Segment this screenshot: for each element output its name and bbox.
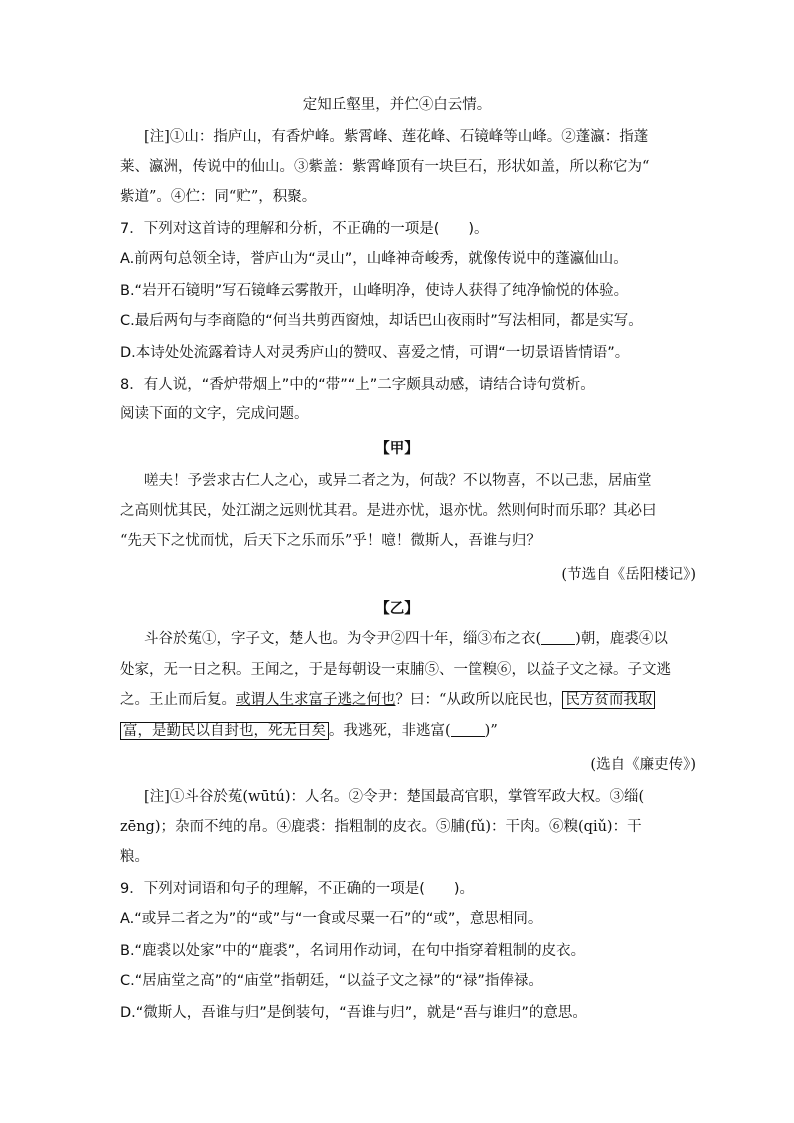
question-9-stem: 9．下列对词语和句子的理解，不正确的一项是( )。	[120, 881, 475, 897]
boxed-sentence-end: 富，是勤民以自封也，死无日矣	[120, 722, 329, 740]
passage-note-line-3: 粮。	[120, 849, 149, 865]
passage-yi-line-4	[120, 720, 700, 742]
passage-jia-line-2: 之高则忧其民，处江湖之远则忧其君。是进亦忧，退亦忧。然则何时而乐耶？其必曰	[120, 503, 657, 519]
boxed-sentence-start: 民方贫而我取	[562, 691, 655, 709]
passage-jia-line-3: “先天下之忧而忧，后天下之乐而乐”乎！噫！微斯人，吾谁与归？	[120, 533, 541, 549]
answer-blank-2[interactable]	[451, 721, 485, 737]
passage-yi-heading: 【乙】	[375, 601, 419, 617]
passage-yi-line-2: 处家，无一日之积。王闻之，于是每朝设一束脯⑤、一筐糗⑥，以益子文之禄。子文逃	[120, 662, 671, 678]
question-9-option-b: B.“鹿裘以处家”中的“鹿裘”，名词用作动词，在句中指穿着粗制的皮衣。	[120, 943, 586, 959]
passage-note-line-2: zēng)；杂而不纯的帛。④鹿裘：指粗制的皮衣。⑤脯(fǔ)：干肉。⑥糗(qiǔ)：干	[120, 819, 642, 835]
passage-jia-source: (节选自《岳阳楼记》)	[561, 567, 696, 583]
passage-yi-line-3-part-c: ？曰：“从政所以庇民也，	[395, 692, 563, 708]
question-8: 8．有人说，“香炉带烟上”中的“带”“上”二字颇具动感，请结合诗句赏析。	[120, 377, 595, 393]
question-7-stem: 7．下列对这首诗的理解和分析，不正确的一项是( )。	[120, 221, 489, 237]
answer-blank-1[interactable]	[541, 629, 575, 645]
passage-yi-line-1-part-b: )朝，鹿裘④以	[575, 631, 668, 647]
poem-note-line-3: 紫道”。④伫：同“贮”，积聚。	[120, 189, 317, 205]
question-7-option-a: A.前两句总领全诗，誉庐山为“灵山”，山峰神奇峻秀，就像传说中的蓬瀛仙山。	[120, 251, 628, 267]
passage-jia-line-1: 嗟夫！予尝求古仁人之心，或异二者之为，何哉？不以物喜，不以己悲，居庙堂	[144, 473, 652, 489]
question-7-option-d: D.本诗处处流露着诗人对灵秀庐山的赞叹、喜爱之情，可谓“一切景语皆情语”。	[120, 345, 630, 361]
passage-yi-line-1	[114, 628, 704, 650]
question-9-option-c: C.“居庙堂之高”的“庙堂”指朝廷，“以益子文之禄”的“禄”指俸禄。	[120, 973, 543, 989]
underlined-sentence: 或谓人生求富子逃之何也	[236, 692, 396, 708]
question-7-option-c: C.最后两句与李商隐的“何当共剪西窗烛，却话巴山夜雨时”写法相同，都是实写。	[120, 313, 643, 329]
passage-yi-line-3-part-a: 之。王止而后复。	[120, 692, 236, 708]
reading-intro: 阅读下面的文字，完成问题。	[120, 406, 309, 422]
poem-note-line-1: [注]①山：指庐山，有香炉峰。紫霄峰、莲花峰、石镜峰等山峰。②蓬瀛：指蓬	[144, 129, 649, 145]
passage-jia-heading: 【甲】	[375, 441, 419, 457]
passage-yi-line-1-part-a: 斗谷於菟①，字子文，楚人也。为令尹②四十年，缁③布之衣(	[144, 631, 542, 647]
passage-yi-source: (选自《廉吏传》)	[590, 757, 696, 773]
passage-yi-line-4-part-b: 。我逃死，非逃富(	[329, 723, 451, 739]
question-9-option-a: A.“或异二者之为”的“或”与“一食或尽粟一石”的“或”，意思相同。	[120, 911, 543, 927]
question-9-option-d: D.“微斯人，吾谁与归”是倒装句，“吾谁与归”，就是“吾与谁归”的意思。	[120, 1005, 587, 1021]
passage-yi-line-3	[120, 689, 700, 711]
question-7-option-b: B.“岩开石镜明”写石镜峰云雾散开，山峰明净，使诗人获得了纯净愉悦的体验。	[120, 283, 629, 299]
passage-yi-line-4-part-c: )”	[484, 723, 498, 739]
poem-note-line-2: 莱、瀛洲，传说中的仙山。③紫盖：紫霄峰顶有一块巨石，形状如盖，所以称它为“	[120, 159, 650, 175]
passage-note-line-1: [注]①斗谷於菟(wūtú)：人名。②令尹：楚国最高官职，掌管军政大权。③缁(	[144, 789, 645, 805]
poem-last-line: 定知丘壑里，并伫④白云情。	[302, 97, 492, 113]
